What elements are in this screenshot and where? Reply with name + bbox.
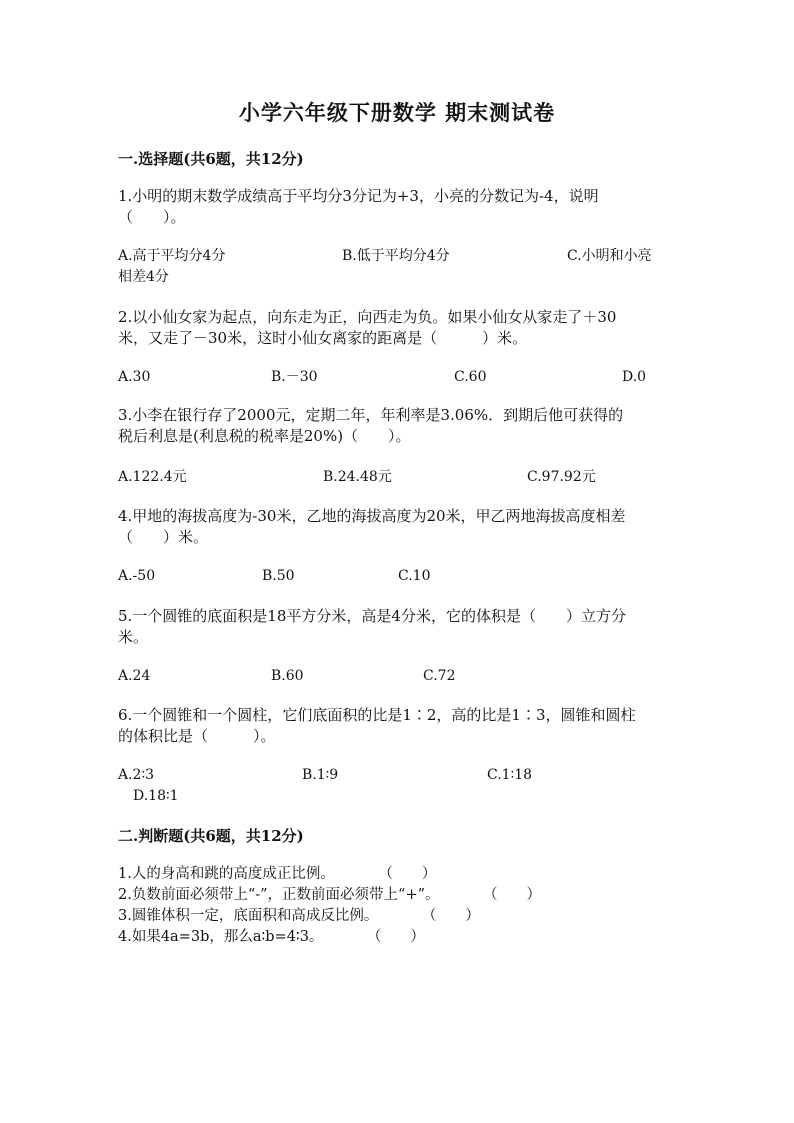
question-6 [118, 705, 678, 747]
judgment-item-2: 2.负数前面必须带上“-”，正数前面必须带上“+”。 （ ） [118, 887, 542, 903]
question-text-line: 6.一个圆锥和一个圆柱，它们底面积的比是1∶2，高的比是1∶3，圆锥和圆柱 [118, 706, 636, 724]
option-a: A.30 [118, 369, 151, 385]
question-4 [118, 506, 678, 548]
option-c: C.小明和小亮 [567, 248, 652, 264]
question-text-line: 1.小明的期末数学成绩高于平均分3分记为+3，小亮的分数记为-4，说明 [118, 187, 599, 205]
option-c-continued: 相差4分 [118, 269, 169, 285]
question-2 [118, 307, 678, 349]
question-3 [118, 405, 678, 447]
option-b: B.－30 [271, 369, 318, 385]
option-a: A.-50 [118, 568, 156, 584]
option-c: C.10 [398, 568, 431, 584]
question-text-line: 5.一个圆锥的底面积是18平方分米，高是4分米，它的体积是（ ）立方分 [118, 607, 626, 625]
question-text-line: 米。 [118, 628, 149, 646]
option-c: C.72 [423, 668, 456, 684]
option-a: A.24 [118, 668, 151, 684]
page-title: 小学六年级下册数学 期末测试卷 [238, 100, 556, 125]
question-1 [118, 186, 678, 228]
judgment-item-3: 3.圆锥体积一定，底面积和高成反比例。 （ ） [118, 908, 480, 924]
question-text-line: （ ）米。 [118, 528, 209, 546]
option-c: C.60 [454, 369, 487, 385]
option-c: C.97.92元 [527, 469, 596, 485]
section-heading-judgment: 二.判断题(共6题，共12分) [118, 827, 304, 845]
judgment-item-4: 4.如果4a=3b，那么a∶b=4∶3。 （ ） [118, 929, 425, 945]
question-text-line: 4.甲地的海拔高度为-30米，乙地的海拔高度为20米，甲乙两地海拔高度相差 [118, 507, 626, 525]
question-text-line: 3.小李在银行存了2000元，定期二年，年利率是3.06%．到期后他可获得的 [118, 406, 624, 424]
question-text-line: 米，又走了－30米，这时小仙女离家的距离是（ ）米。 [118, 329, 528, 347]
option-a: A.122.4元 [118, 469, 187, 485]
option-b: B.50 [262, 568, 295, 584]
question-text-line: （ ）。 [118, 208, 186, 226]
question-5 [118, 606, 678, 648]
option-a: A.高于平均分4分 [118, 248, 226, 264]
option-a: A.2∶3 [118, 767, 155, 783]
option-b: B.1∶9 [302, 767, 339, 783]
option-b: B.低于平均分4分 [342, 248, 450, 264]
option-c: C.1∶18 [487, 767, 533, 783]
option-b: B.24.48元 [323, 469, 392, 485]
judgment-item-1: 1.人的身高和跳的高度成正比例。 （ ） [118, 866, 437, 882]
option-d: D.0 [622, 369, 647, 385]
question-text-line: 的体积比是（ ）。 [118, 727, 276, 745]
question-text-line: 税后利息是(利息税的税率是20%)（ ）。 [118, 427, 411, 445]
option-b: B.60 [271, 668, 304, 684]
section-heading-choice: 一.选择题(共6题，共12分) [118, 150, 304, 168]
question-text-line: 2.以小仙女家为起点，向东走为正，向西走为负。如果小仙女从家走了＋30 [118, 308, 617, 326]
option-d: D.18∶1 [133, 788, 179, 804]
